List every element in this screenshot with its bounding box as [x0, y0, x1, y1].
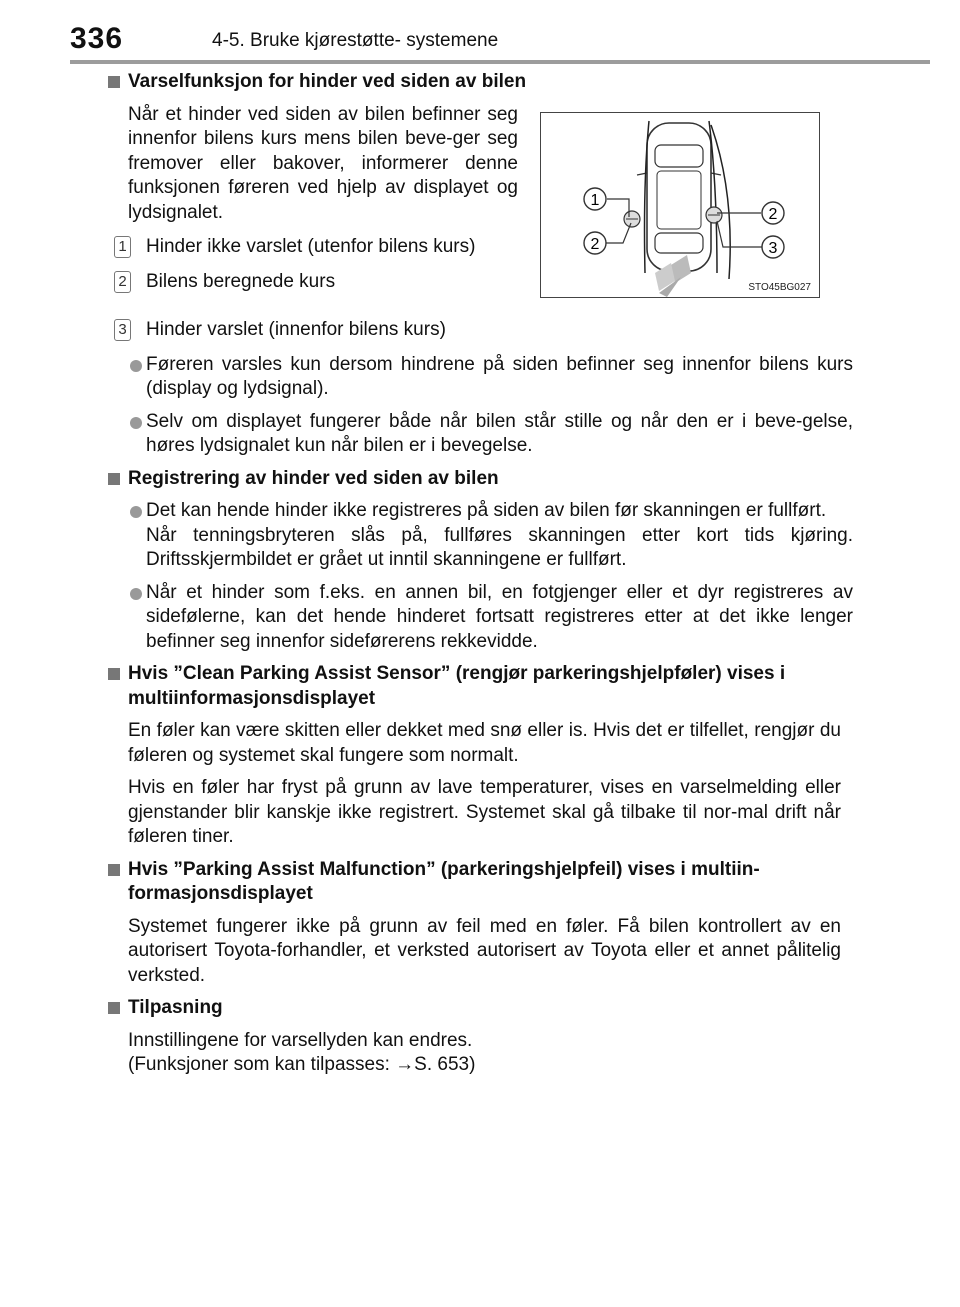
paragraph: Innstillingene for varsellyden kan endres.	[128, 1029, 473, 1051]
numbered-item-2: 2 Bilens beregnede kurs	[108, 270, 853, 295]
page-header	[70, 20, 930, 60]
number-badge: 1	[114, 236, 131, 258]
square-bullet-icon	[108, 668, 120, 680]
svg-text:1: 1	[590, 192, 600, 209]
svg-text:2: 2	[590, 236, 600, 253]
bullet-item: Når et hinder som f.eks. en annen bil, en fotgjenger eller et dyr registreres av sidefølerne, kan det hende hinderet fortsatt registreres etter at det ikke lenger befinner seg innenfor sideførerens rekkevidde.	[108, 581, 853, 655]
square-bullet-icon	[108, 76, 120, 88]
paragraph: Hvis en føler har fryst på grunn av lave temperaturer, vises en varselmelding eller gjenstander blir kanskje ikke registrert. Systemet skal gå tilbake til nor-mal drift når føleren tiner.	[128, 777, 841, 847]
bullet-item: Føreren varsles kun dersom hindrene på siden befinner seg innenfor bilens kurs (display og lydsignal).	[108, 353, 853, 402]
intro-paragraph: Når et hinder ved siden av bilen befinner seg innenfor bilens kurs mens bilen beve-ger seg fremover eller bakover, informerer denne funksjonen føreren ved hjelp av displayet og lydsignalet.	[128, 103, 518, 223]
svg-text:2: 2	[768, 206, 778, 223]
page-content	[108, 70, 853, 1086]
square-bullet-icon	[108, 864, 120, 876]
bullet-item: Det kan hende hinder ikke registreres på siden av bilen før skanningen er fullført. Når tenningsbryteren slås på, fullføres skanningen etter kort tids kjøring. Driftsskjermbildet er grået ut inntil skanningene er fullført.	[108, 499, 853, 573]
section-heading-malfunction: Hvis ”Parking Assist Malfunction” (parkeringshjelpfeil) vises i multiin-formasjonsdisplayet	[108, 858, 853, 907]
square-bullet-icon	[108, 473, 120, 485]
round-bullet-icon	[130, 417, 142, 429]
section-heading-registration: Registrering av hinder ved siden av bilen	[108, 467, 853, 492]
square-bullet-icon	[108, 1002, 120, 1014]
section-heading-customization: Tilpasning	[108, 996, 853, 1021]
number-badge: 2	[114, 271, 131, 293]
cross-reference-link[interactable]: (Funksjoner som kan tilpasses: →S. 653)	[128, 1054, 476, 1075]
round-bullet-icon	[130, 588, 142, 600]
figure-code: STO45BG027	[748, 282, 811, 293]
round-bullet-icon	[130, 506, 142, 518]
paragraph: Systemet fungerer ikke på grunn av feil med en føler. Få bilen kontrollert av en autorisert Toyota-forhandler, et verksted autorisert av Toyota eller et annet pålitelig verksted.	[128, 915, 841, 986]
round-bullet-icon	[130, 360, 142, 372]
numbered-item-3: 3 Hinder varslet (innenfor bilens kurs)	[108, 318, 853, 343]
header-divider	[70, 60, 930, 64]
numbered-item-1: 1 Hinder ikke varslet (utenfor bilens kurs)	[108, 235, 853, 260]
paragraph: En føler kan være skitten eller dekket med snø eller is. Hvis det er tilfellet, rengjør du føleren og systemet skal fungere som normalt.	[128, 720, 841, 766]
section-heading-side-obstacle: Varselfunksjon for hinder ved siden av bilen	[108, 70, 853, 95]
page-number: 336	[70, 22, 124, 55]
section-heading-clean-sensor: Hvis ”Clean Parking Assist Sensor” (rengjør parkeringshjelpføler) vises i multiinformasjonsdisplayet	[108, 662, 853, 711]
number-badge: 3	[114, 319, 131, 341]
svg-text:3: 3	[768, 240, 778, 257]
bullet-item: Selv om displayet fungerer både når bilen står stille og når den er i beve-gelse, høres lydsignalet kun når bilen er i bevegelse.	[108, 410, 853, 459]
chapter-title: 4-5. Bruke kjørestøtte- systemene	[212, 30, 499, 51]
